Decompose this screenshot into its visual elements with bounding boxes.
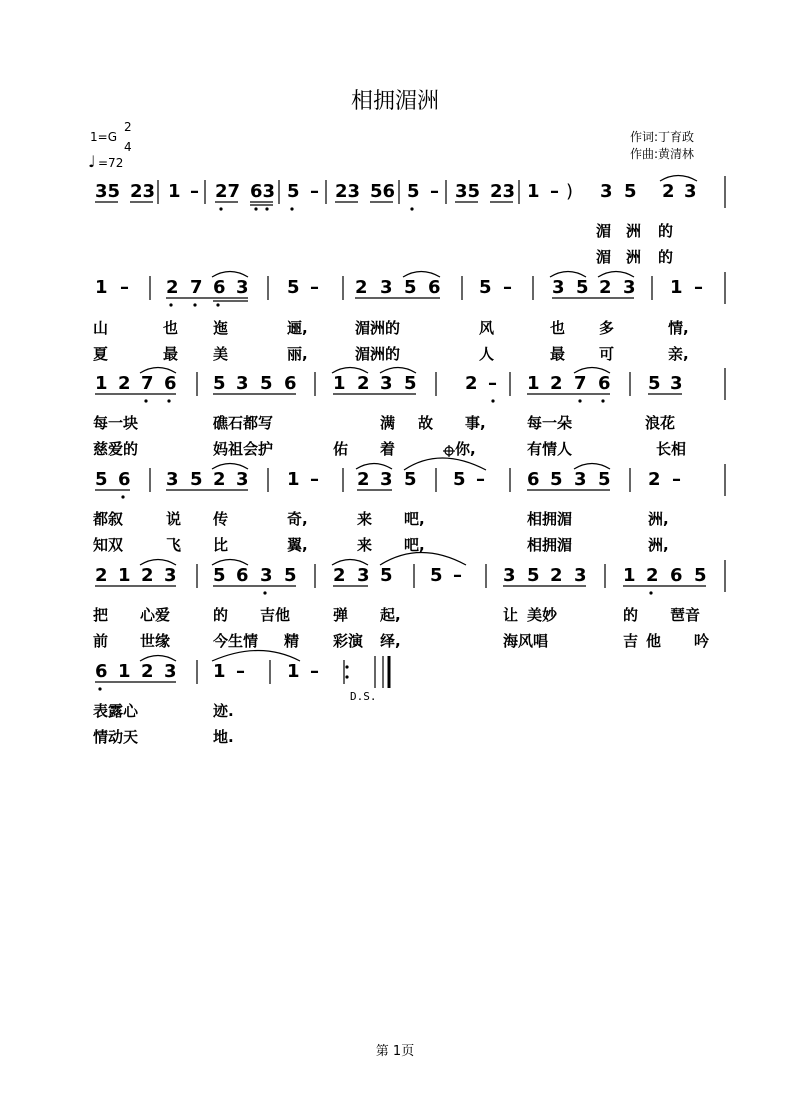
note: 5 (213, 373, 226, 394)
note: 6 (284, 373, 297, 394)
lyric: 迤 (213, 319, 229, 337)
lyric: 的 (213, 606, 229, 624)
note: 23 (335, 181, 361, 202)
lyric: 来 (357, 510, 373, 528)
lyric: 翼, (287, 536, 308, 554)
lyric: 故 (418, 414, 434, 432)
lyric: 都叙 (93, 510, 124, 528)
note: 5 (527, 565, 540, 586)
note: 5 (453, 469, 466, 490)
time-signature-bottom: 4 (124, 140, 132, 154)
note: 5 (284, 565, 297, 586)
note: 27 (215, 181, 241, 202)
note: 6 (164, 373, 177, 394)
lyric: 吉 (623, 632, 639, 650)
lyric: 山 (93, 319, 109, 337)
note: 2 (648, 469, 661, 490)
note: 23 (130, 181, 156, 202)
lyric: 情动天 (93, 728, 139, 746)
note: 3 (260, 565, 273, 586)
note: 2 (357, 373, 370, 394)
note: 1 (287, 661, 300, 682)
note: 6 (598, 373, 611, 394)
lyric: 亲, (668, 345, 689, 363)
note: 5 (598, 469, 611, 490)
lyric: 飞 (166, 536, 182, 554)
lyric: 事, (465, 414, 486, 432)
lyric: 吧, (404, 510, 425, 528)
note: 5 (550, 469, 563, 490)
note: 35 (455, 181, 481, 202)
note: 2 (662, 181, 675, 202)
note: – (310, 181, 319, 202)
lyric: 长相 (656, 440, 687, 458)
lyric: 佑 (333, 440, 349, 458)
lyric: 彩演 (333, 632, 364, 650)
note: – (453, 565, 462, 586)
note: 2 (599, 277, 612, 298)
note: 1 (527, 181, 540, 202)
lyric: 最 (550, 345, 566, 363)
note: 2 (166, 277, 179, 298)
note: 6 (95, 661, 108, 682)
note: 35 (95, 181, 121, 202)
lyric: 也 (550, 319, 566, 337)
note: 6 (527, 469, 540, 490)
lyric: 你, (455, 440, 476, 458)
note: 5 (380, 565, 393, 586)
note: 3 (236, 373, 249, 394)
lyric: 有情人 (527, 440, 573, 458)
lyric: 起, (380, 606, 401, 624)
note: 6 (118, 469, 131, 490)
note: 2 (141, 565, 154, 586)
note: 3 (357, 565, 370, 586)
note: – (694, 277, 703, 298)
note: – (310, 277, 319, 298)
lyric: 每一块 (93, 414, 139, 432)
note: 6 (236, 565, 249, 586)
note: 1 (118, 565, 131, 586)
lyric: 知双 (93, 536, 124, 554)
lyric: 今生情 (213, 632, 259, 650)
lyric: 奇, (287, 510, 308, 528)
lyric: 人 (479, 345, 495, 363)
note: 3 (236, 469, 249, 490)
quarter-note-icon: ♩ (88, 152, 96, 171)
lyric: 逦, (287, 319, 308, 337)
lyric: 多 (599, 319, 615, 337)
lyric: 可 (599, 345, 615, 363)
lyric: 比 (213, 536, 229, 554)
time-signature-top: 2 (124, 120, 132, 134)
note: 3 (670, 373, 683, 394)
note: 1 (95, 373, 108, 394)
note: 1 (287, 469, 300, 490)
note: 2 (95, 565, 108, 586)
note: – (672, 469, 681, 490)
note: 1 (527, 373, 540, 394)
lyric: 心爱 (140, 606, 171, 624)
note: 1 (333, 373, 346, 394)
composer-credit: 作曲:黄清林 (630, 147, 695, 161)
lyric: 迹. (213, 702, 234, 720)
note: 7 (574, 373, 587, 394)
lyric: 湄洲的 (355, 319, 401, 337)
lyric: 相拥湄 (527, 510, 573, 528)
note: 63 (250, 181, 276, 202)
note: 5 (404, 277, 417, 298)
note: – (503, 277, 512, 298)
note: 3 (164, 565, 177, 586)
lyric: 慈爱的 (93, 440, 139, 458)
lyric: 海风唱 (503, 632, 549, 650)
lyric: 洲, (648, 510, 669, 528)
note: 2 (465, 373, 478, 394)
note: 2 (213, 469, 226, 490)
note: 1 (623, 565, 636, 586)
note: 3 (684, 181, 697, 202)
note: – (476, 469, 485, 490)
note: 2 (333, 565, 346, 586)
note: – (430, 181, 439, 202)
lyric: 礁石都写 (213, 414, 274, 432)
lyric: 妈祖会护 (213, 440, 274, 458)
note: 6 (670, 565, 683, 586)
lyricist-credit: 作词:丁育政 (630, 130, 695, 144)
lyric: 丽, (287, 345, 308, 363)
lyric: 最 (163, 345, 179, 363)
note: 1 (118, 661, 131, 682)
note: 5 (407, 181, 420, 202)
page-number: 第 1页 (375, 1044, 415, 1059)
note: 1 (168, 181, 181, 202)
note: – (120, 277, 129, 298)
note: 5 (287, 277, 300, 298)
note: 3 (236, 277, 249, 298)
note: 3 (380, 277, 393, 298)
note: 3 (380, 469, 393, 490)
lyric: 琶音 (670, 606, 701, 624)
note: – (236, 661, 245, 682)
note: 5 (287, 181, 300, 202)
note: – (488, 373, 497, 394)
note: 5 (430, 565, 443, 586)
lyric: 相拥湄 (527, 536, 573, 554)
note: 3 (380, 373, 393, 394)
lyric: 传 (213, 510, 229, 528)
lyric: 湄 (596, 248, 612, 266)
note: 2 (141, 661, 154, 682)
note: 3 (600, 181, 613, 202)
lyric: 表露心 (93, 702, 139, 720)
lyric: 世缘 (140, 632, 171, 650)
lyric: 湄 (596, 222, 612, 240)
note: 6 (428, 277, 441, 298)
note: – (310, 661, 319, 682)
lyric: 弹 (333, 606, 349, 624)
note: 6 (213, 277, 226, 298)
note: 5 (404, 469, 417, 490)
note: 5 (694, 565, 707, 586)
note: 3 (574, 469, 587, 490)
note: 5 (648, 373, 661, 394)
lyric: 精 (284, 632, 300, 650)
note: 2 (118, 373, 131, 394)
lyric: 美 (213, 345, 229, 363)
note: 2 (357, 469, 370, 490)
note: 1 (670, 277, 683, 298)
note: ) (566, 181, 574, 202)
note: 5 (260, 373, 273, 394)
lyric: 的 (658, 222, 674, 240)
note: 56 (370, 181, 396, 202)
note: 5 (190, 469, 203, 490)
lyric: 的 (623, 606, 639, 624)
note: 5 (479, 277, 492, 298)
lyric: 风 (479, 319, 495, 337)
lyric: 来 (357, 536, 373, 554)
lyric: 情, (668, 319, 689, 337)
lyric: 吉他 (260, 606, 291, 624)
song-title: 相拥湄洲 (350, 89, 439, 114)
lyric: 每一朵 (527, 414, 573, 432)
note: 3 (164, 661, 177, 682)
note: – (190, 181, 199, 202)
lyric: 满 (380, 414, 396, 432)
ds-mark: D.S. (350, 690, 377, 703)
lyric: 湄洲的 (355, 345, 401, 363)
lyric: 着 (380, 440, 396, 458)
note: 23 (490, 181, 516, 202)
lyric: 吟 (694, 632, 710, 650)
note: 3 (166, 469, 179, 490)
note: – (550, 181, 559, 202)
note: 1 (95, 277, 108, 298)
note: 7 (190, 277, 203, 298)
note: 5 (95, 469, 108, 490)
note: 2 (646, 565, 659, 586)
note: 1 (213, 661, 226, 682)
note: – (310, 469, 319, 490)
lyric: 洲 (626, 248, 642, 266)
lyric: 前 (93, 632, 109, 650)
lyric: 夏 (93, 345, 109, 363)
lyric: 也 (163, 319, 179, 337)
note: 2 (355, 277, 368, 298)
note: 7 (141, 373, 154, 394)
lyric: 洲 (626, 222, 642, 240)
note: 5 (404, 373, 417, 394)
key-signature: 1=G (90, 130, 117, 144)
note: 5 (576, 277, 589, 298)
tempo-mark: =72 (98, 156, 124, 170)
lyric: 浪花 (645, 414, 676, 432)
lyric: 的 (658, 248, 674, 266)
lyric: 地. (213, 728, 234, 746)
note: 3 (574, 565, 587, 586)
lyric: 把 (93, 606, 109, 624)
note: 3 (623, 277, 636, 298)
lyric: 美妙 (527, 606, 558, 624)
lyric: 绎, (380, 632, 401, 650)
note: 3 (552, 277, 565, 298)
note: 2 (550, 373, 563, 394)
lyric: 他 (646, 632, 662, 650)
lyric: 让 (503, 606, 519, 624)
note: 5 (213, 565, 226, 586)
lyric: 说 (166, 510, 182, 528)
note: 3 (503, 565, 516, 586)
note: 5 (624, 181, 637, 202)
note: 2 (550, 565, 563, 586)
lyric: 吧, (404, 536, 425, 554)
lyric: 洲, (648, 536, 669, 554)
